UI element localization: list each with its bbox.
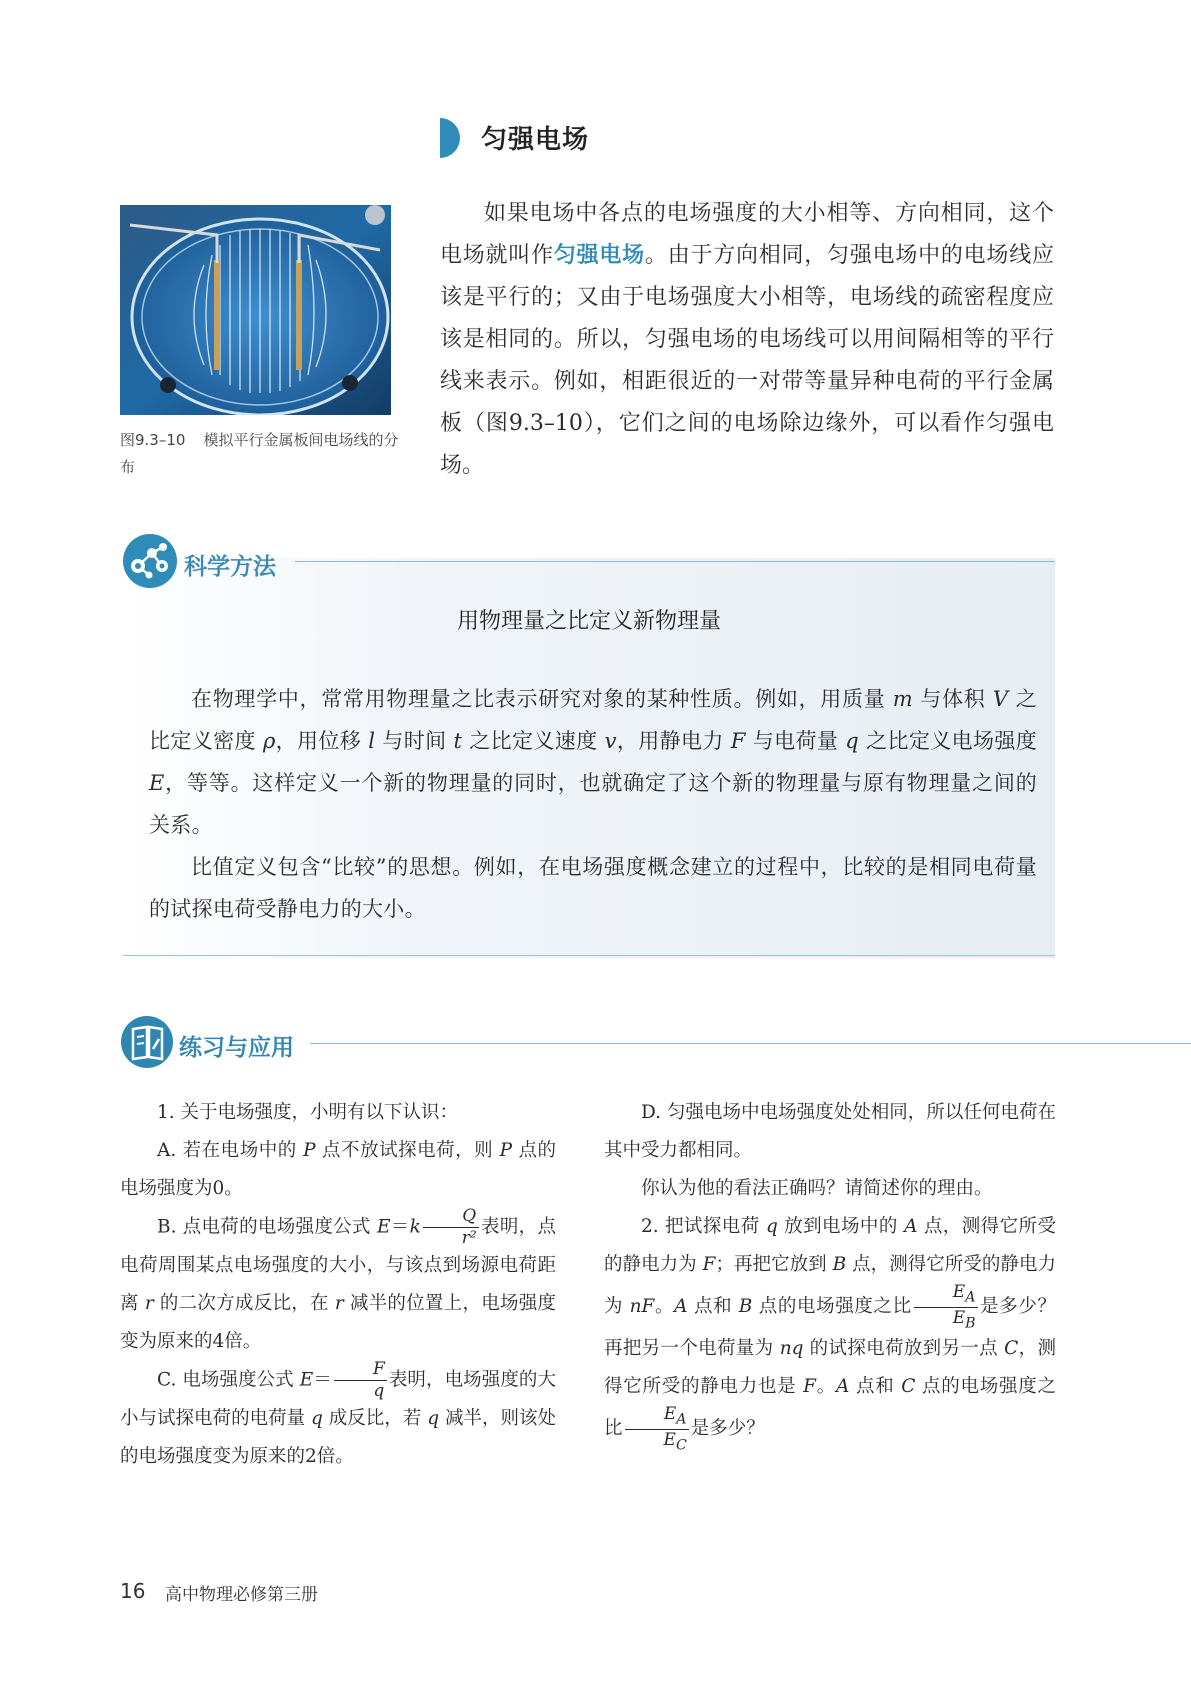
caption-number: 图9.3–10 (120, 431, 186, 449)
molecule-icon (122, 533, 178, 589)
question-1-option-a: A. 若在电场中的 P 点不放试探电荷，则 P 点的电场强度为0。 (120, 1140, 556, 1199)
exercise-label: 练习与应用 (179, 1035, 294, 1061)
page-number: 16 (120, 1579, 146, 1603)
science-method-label: 科学方法 (184, 554, 276, 580)
question-2: 2. 把试探电荷 q 放到电场中的 A 点，测得它所受的静电力为 F；再把它放到 B 点，测得它所受的静电力为 nF。A 点和 B 点的电场强度之比 $\frac{E_A}{E_B}$ 是多少？再把另一个电荷量为 nq 的试探电荷放到另一点 C，测得它所受的静电力也是 F。A 点和 C 点的电场强度之比 $\frac{E_A}{E_C}$ 是多少？ (604, 1216, 1056, 1454)
section-marker-icon (440, 118, 460, 158)
intro-text-2: 。由于方向相同，匀强电场中的电场线应该是平行的；又由于电场强度大小相等，电场线的疏密程度应该是相同的。所以，匀强电场的电场线可以用间隔相等的平行线来表示。例如，相距很近的一对带等量异种电荷的平行金属板（图9.3–10），它们之间的电场除边缘外，可以看作匀强电场。 (440, 243, 1054, 478)
science-method-divider (295, 561, 1055, 562)
exercise-right-column (604, 1094, 1056, 1452)
question-1-option-c: C. 电场强度公式 E＝ $\frac{F}{q}$ 表明，电场强度的大小与试探电荷的电荷量 q 成反比，若 q 减半，则该处的电场强度变为原来的2倍。 (120, 1359, 556, 1467)
electric-field-photo (120, 205, 391, 415)
question-1-ask: 你认为他的看法正确吗？请简述你的理由。 (641, 1178, 993, 1199)
question-1-option-d: D. 匀强电场中电场强度处处相同，所以任何电荷在其中受力都相同。 (604, 1102, 1056, 1161)
science-method-paragraph-1: 在物理学中，常常用物理量之比表示研究对象的某种性质。例如，用质量 m 与体积 V 之比定义密度 ρ，用位移 l 与时间 t 之比定义速度 v，用静电力 F 与电荷量 q 之比定义电场强度 E，等等。这样定义一个新的物理量的同时，也就确定了这个新的物理量与原有物理量之间的关系。 (149, 687, 1038, 837)
exercise-divider (310, 1043, 1191, 1044)
keyword-uniform-field: 匀强电场 (553, 243, 645, 268)
exercise-left-column (120, 1094, 556, 1476)
science-method-paragraph-2: 比值定义包含“比较”的思想。例如，在电场强度概念建立的过程中，比较的是相同电荷量的试探电荷受静电力的大小。 (149, 855, 1037, 921)
book-title: 高中物理必修第三册 (165, 1585, 318, 1605)
question-1-option-b: B. 点电荷的电场强度公式 E＝k $\frac{Q}{\text{r²}}$ 表明，点电荷周围某点电场强度的大小，与该点到场源电荷距离 r 的二次方成反比，在 r 减半的位置上，电场强度变为原来的4倍。 (120, 1206, 556, 1352)
exercise-book-icon (120, 1015, 174, 1069)
intro-paragraph (440, 193, 1054, 487)
science-method-bottom-rule (123, 955, 1055, 956)
intro-text-1: 如果电场中各点的电场强度的大小相等、方向相同，这个电场就叫作 (440, 201, 1054, 268)
science-method-body (149, 678, 1037, 930)
question-1-stem: 1. 关于电场强度，小明有以下认识： (157, 1102, 459, 1123)
section-title: 匀强电场 (481, 125, 590, 155)
caption-text: 模拟平行金属板间电场线的分布 (120, 431, 399, 476)
photo-caption (120, 427, 400, 481)
science-method-title: 用物理量之比定义新物理量 (456, 609, 721, 634)
